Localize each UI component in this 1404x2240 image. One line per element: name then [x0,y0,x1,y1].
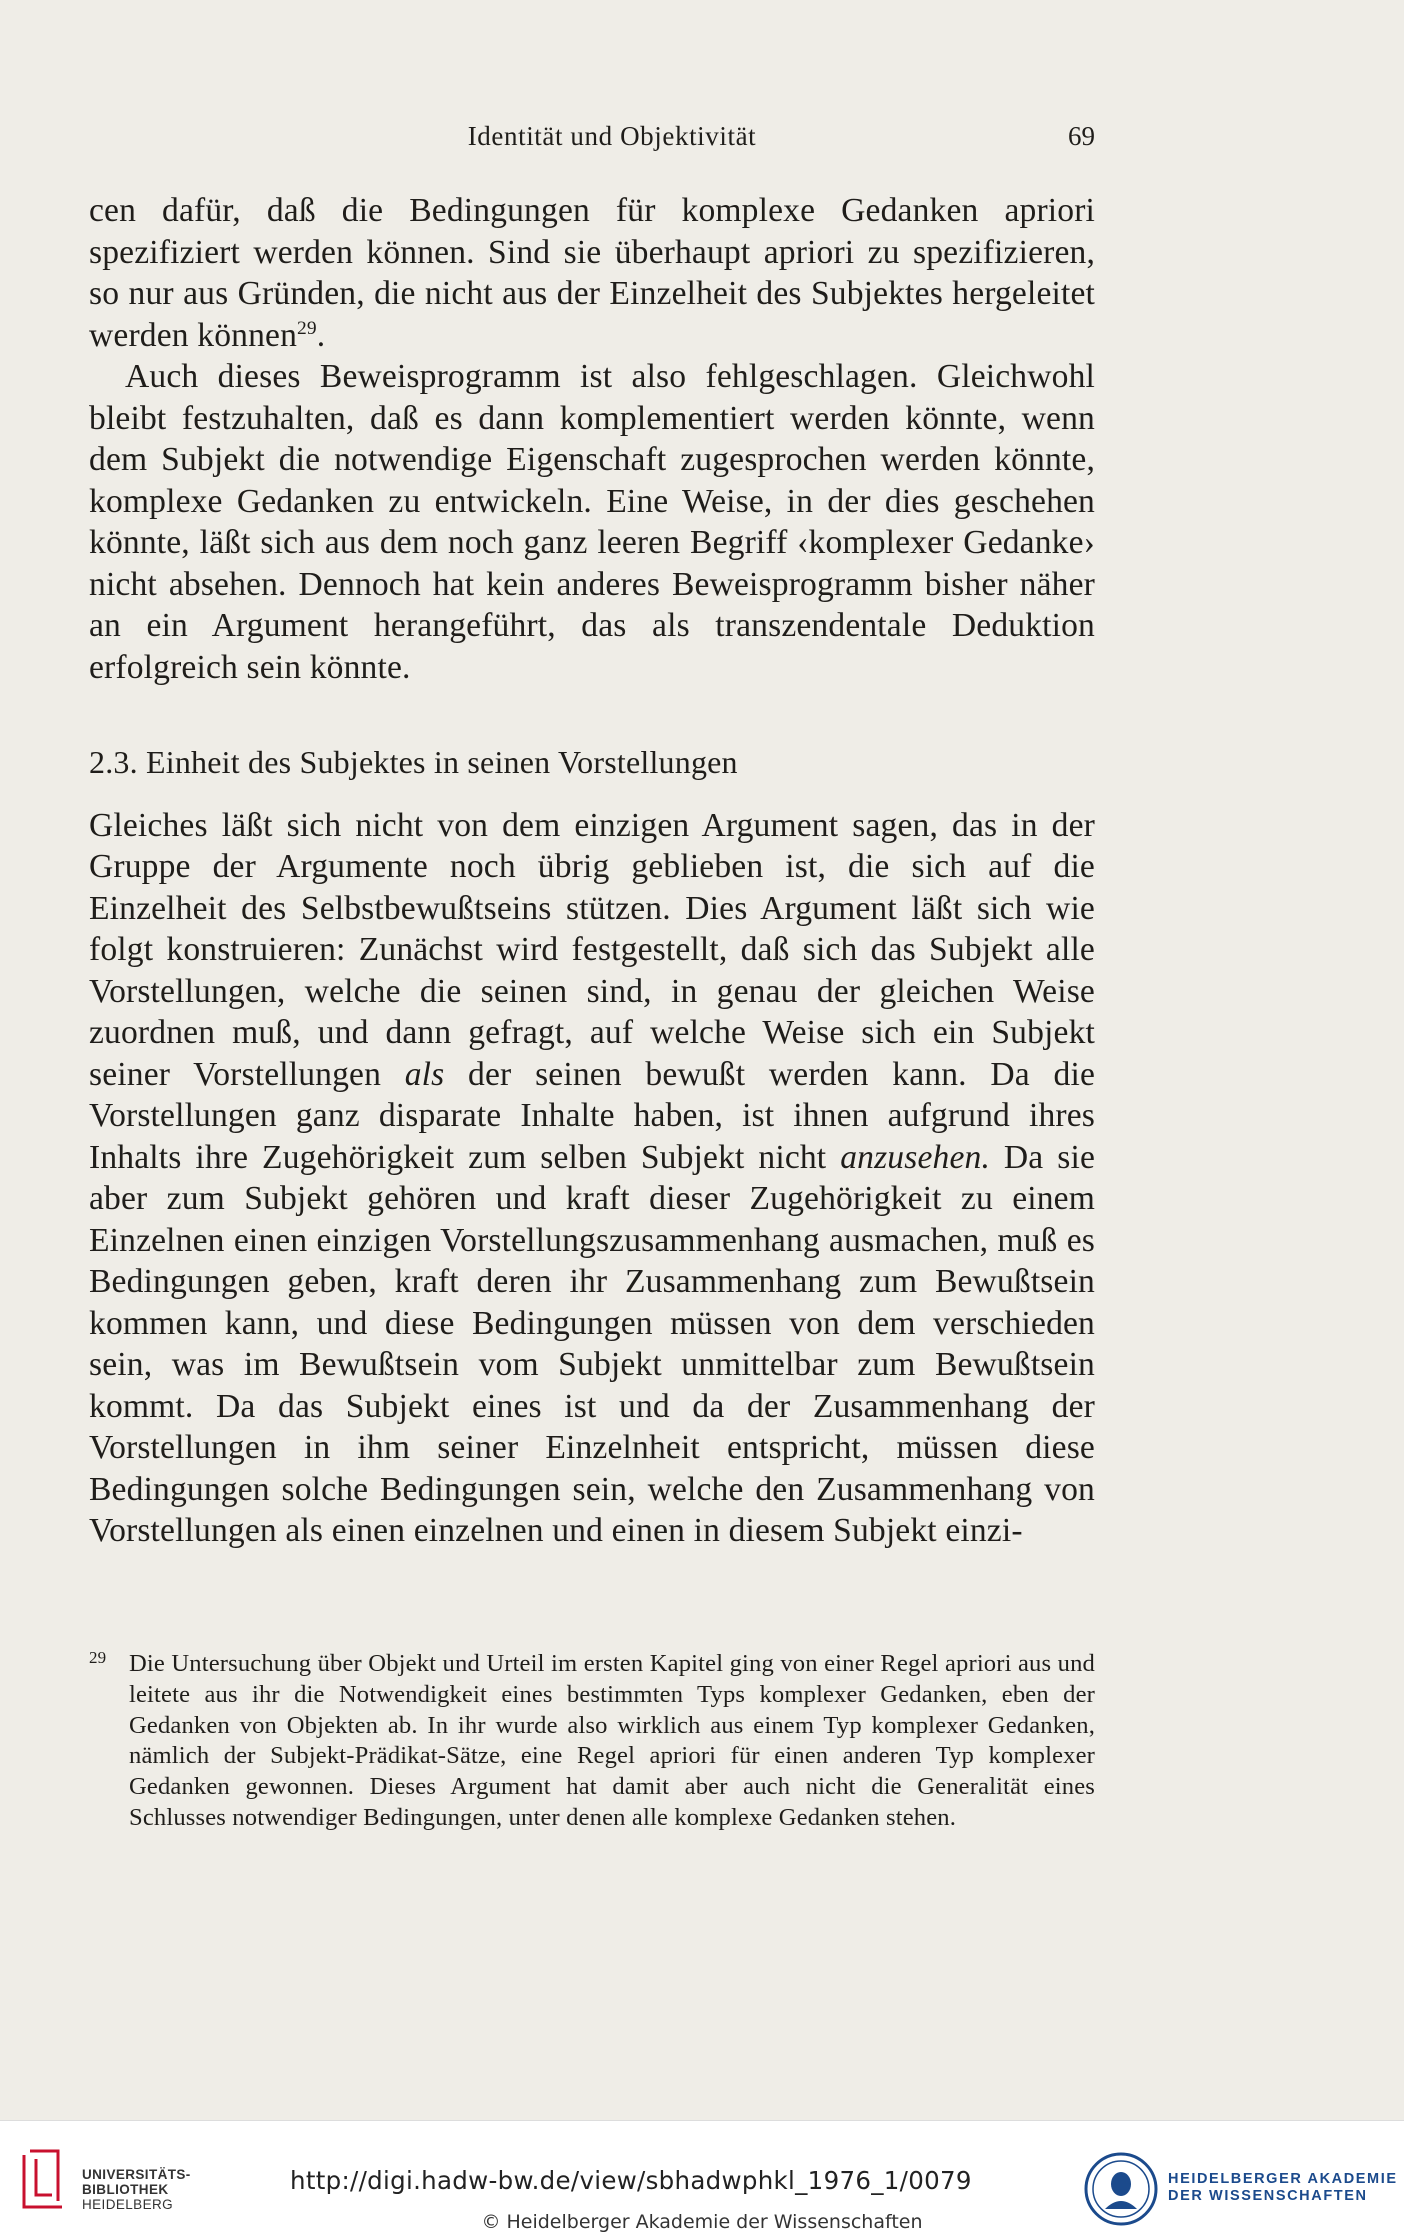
paragraph-3-part-a: Gleiches läßt sich nicht von dem einzigen Argument sagen, das in der Gruppe der Argumente noch übrig geblieben ist, die sich auf die Einzelheit des Selbstbewußtseins stützen. Dies Argument läßt sich wie folgt konstruieren: Zunächst wird festgestellt, daß sich das Subjekt alle Vorstellungen, welche die seinen sind, in genau der gleichen Weise zuordnen muß, und dann gefragt, auf welche Weise sich ein Subjekt seiner Vorstellungen [89,806,1095,1093]
viewer-footer [0,2120,1404,2240]
running-title: Identität und Objektivität [467,121,757,151]
academy-line-1: HEIDELBERGER AKADEMIE [1168,2171,1398,2187]
paragraph-1-text: cen dafür, daß die Bedingungen für komplexe Gedanken apriori spezifiziert werden können. Sind sie überhaupt apriori zu spezifizieren, so nur aus Gründen, die nicht aus der Einzelheit des Subjektes hergeleitet werden können [89,192,1095,354]
copyright-notice: © Heidelberger Akademie der Wissenschaften [481,2211,923,2233]
academy-name [1168,2171,1398,2205]
running-head [89,121,1095,161]
emphasis-anzusehen: anzusehen. [840,1138,990,1176]
academy-line-2: DER WISSENSCHAFTEN [1168,2188,1368,2204]
footnote-number: 29 [89,1648,107,1667]
body-text [89,190,1095,1552]
section-heading: 2.3. Einheit des Subjektes in seinen Vorstellungen [89,744,738,780]
paragraph-3-part-c: Da sie aber zum Subjekt gehören und kraft dieser Zugehörigkeit zu einem Einzelnen einen einzigen Vorstellungszusammenhang ausmachen, muß es Bedingungen geben, kraft deren ihr Zusammenhang zum Bewußtsein kommen kann, und diese Bedingungen müssen von dem verschieden sein, was im Bewußtsein vom Subjekt unmittelbar zum Bewußtsein kommt. Da das Subjekt eines ist und da der Zusammenhang der Vorstellungen in ihm seiner Einzelnheit entspricht, müssen diese Bedingungen solche Bedingungen sein, welche den Zusammenhang von Vorstellungen als einen einzelnen und einen in diesem Subjekt einzi- [89,1138,1095,1549]
page-number: 69 [1068,121,1095,151]
library-line-2: BIBLIOTHEK [82,2182,169,2197]
library-line-1: UNIVERSITÄTS- [82,2167,191,2182]
footnote [89,1649,1095,1834]
paragraph-2: Auch dieses Beweisprogramm ist also fehlgeschlagen. Gleichwohl bleibt festzuhalten, daß es dann komplementiert werden könnte, wenn dem Subjekt die notwendige Eigenschaft zugesprochen werden könnte, komplexe Gedanken zu entwickeln. Eine Weise, in der dies geschehen könnte, läßt sich aus dem noch ganz leeren Begriff ‹komplexer Gedanke› nicht absehen. Dennoch hat kein anderes Beweisprogramm bisher näher an ein Argument herangeführt, das als transzendentale Deduktion erfolgreich sein könnte. [89,358,1095,686]
university-library-name [82,2167,191,2212]
academy-seal-icon [1083,2151,1159,2227]
footnote-text: Die Untersuchung über Objekt und Urteil im ersten Kapitel ging von einer Regel apriori aus und leitete aus ihr die Notwendigkeit eines bestimmten Typs komplexer Gedanken, eben der Gedanken von Objekten ab. In ihr wurde also wirklich aus einem Typ komplexer Gedanken, nämlich der Subjekt-Prädikat-Sätze, eine Regel apriori für einen anderen Typ komplexer Gedanken gewonnen. Dieses Argument hat damit aber auch nicht die Generalität eines Schlusses notwendiger Bedingungen, unter denen alle komplexe Gedanken stehen. [129,1650,1095,1831]
library-line-3: HEIDELBERG [82,2197,174,2212]
footnote-reference: 29 [297,317,317,339]
emphasis-als: als [404,1055,445,1093]
university-library-logo-icon [18,2145,80,2213]
paragraph-3-part-b: der seinen bewußt werden kann. Da die Vorstellungen ganz disparate Inhalte haben, ist ihnen aufgrund ihres Inhalts ihre Zugehörigkeit zum selben Subjekt nicht [89,1055,1096,1176]
paragraph-1 [89,190,1095,356]
document-url-link[interactable]: http://digi.hadw-bw.de/view/sbhadwphkl_1976_1/0079 [290,2166,972,2195]
paragraph-3 [89,805,1095,1552]
paragraph-1-end: . [316,316,326,354]
